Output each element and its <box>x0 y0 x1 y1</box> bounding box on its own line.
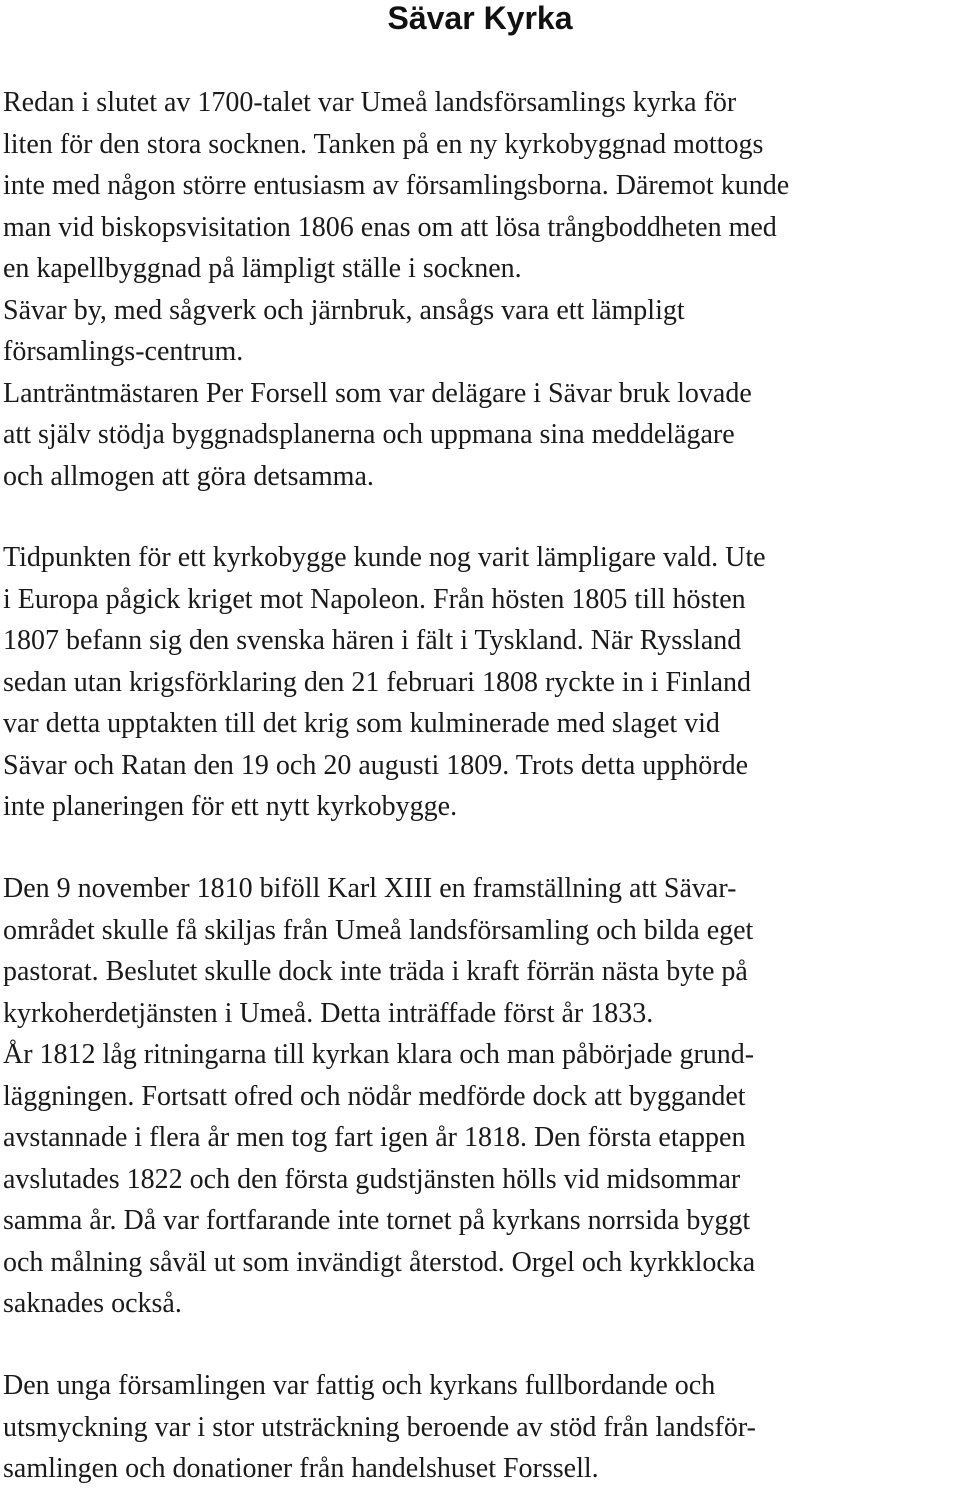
text-line: Sävar by, med sågverk och järnbruk, ansågs vara ett lämpligt <box>3 295 685 326</box>
text-line: Tidpunkten för ett kyrkobygge kunde nog varit lämpligare vald. Ute <box>3 542 766 573</box>
text-line: var detta upptakten till det krig som kulminerade med slaget vid <box>3 708 720 739</box>
text-line: Redan i slutet av 1700-talet var Umeå landsförsamlings kyrka för <box>3 87 737 118</box>
text-line: År 1812 låg ritningarna till kyrkan klara och man påbörjade grund- <box>3 1039 755 1070</box>
text-line: sedan utan krigsförklaring den 21 februari 1808 ryckte in i Finland <box>3 667 752 698</box>
text-line: samlingen och donationer från handelshuset Forssell. <box>3 1453 599 1484</box>
text-line: läggningen. Fortsatt ofred och nödår medförde dock att byggandet <box>3 1081 746 1112</box>
text-line: utsmyckning var i stor utsträckning beroende av stöd från landsför- <box>3 1412 756 1443</box>
text-line: en kapellbyggnad på lämpligt ställe i socknen. <box>3 253 522 284</box>
text-line: avslutades 1822 och den första gudstjänsten hölls vid midsommar <box>3 1164 741 1195</box>
text-line: man vid biskopsvisitation 1806 enas om att lösa trångboddheten med <box>3 212 777 243</box>
text-line: saknades också. <box>3 1288 182 1319</box>
text-line: 1807 befann sig den svenska hären i fält i Tyskland. När Ryssland <box>3 625 742 656</box>
page-title: Sävar Kyrka <box>387 0 573 36</box>
text-line: Sävar och Ratan den 19 och 20 augusti 1809. Trots detta upphörde <box>3 750 749 781</box>
text-line: Den unga församlingen var fattig och kyrkans fullbordande och <box>3 1370 716 1401</box>
text-line: området skulle få skiljas från Umeå landsförsamling och bilda eget <box>3 915 754 946</box>
text-line: samma år. Då var fortfarande inte tornet på kyrkans norrsida byggt <box>3 1205 751 1236</box>
text-line: och allmogen att göra detsamma. <box>3 461 374 492</box>
text-line: liten för den stora socknen. Tanken på en ny kyrkobyggnad mottogs <box>3 129 764 160</box>
text-line: pastorat. Beslutet skulle dock inte träda i kraft förrän nästa byte på <box>3 956 748 987</box>
text-line: inte med någon större entusiasm av församlingsborna. Däremot kunde <box>3 170 790 201</box>
text-line: Lanträntmästaren Per Forsell som var delägare i Sävar bruk lovade <box>3 378 752 409</box>
text-line: Den 9 november 1810 biföll Karl XIII en framställning att Sävar- <box>3 873 737 904</box>
text-line: inte planeringen för ett nytt kyrkobygge. <box>3 791 458 822</box>
text-line: att själv stödja byggnadsplanerna och uppmana sina meddelägare <box>3 419 735 450</box>
text-line: i Europa pågick kriget mot Napoleon. Från hösten 1805 till hösten <box>3 584 746 615</box>
text-line: och målning såväl ut som invändigt återstod. Orgel och kyrkklocka <box>3 1247 756 1278</box>
text-line: församlings-centrum. <box>3 336 244 367</box>
text-line: avstannade i flera år men tog fart igen år 1818. Den första etappen <box>3 1122 746 1153</box>
text-line: kyrkoherdetjänsten i Umeå. Detta inträffade först år 1833. <box>3 998 654 1029</box>
